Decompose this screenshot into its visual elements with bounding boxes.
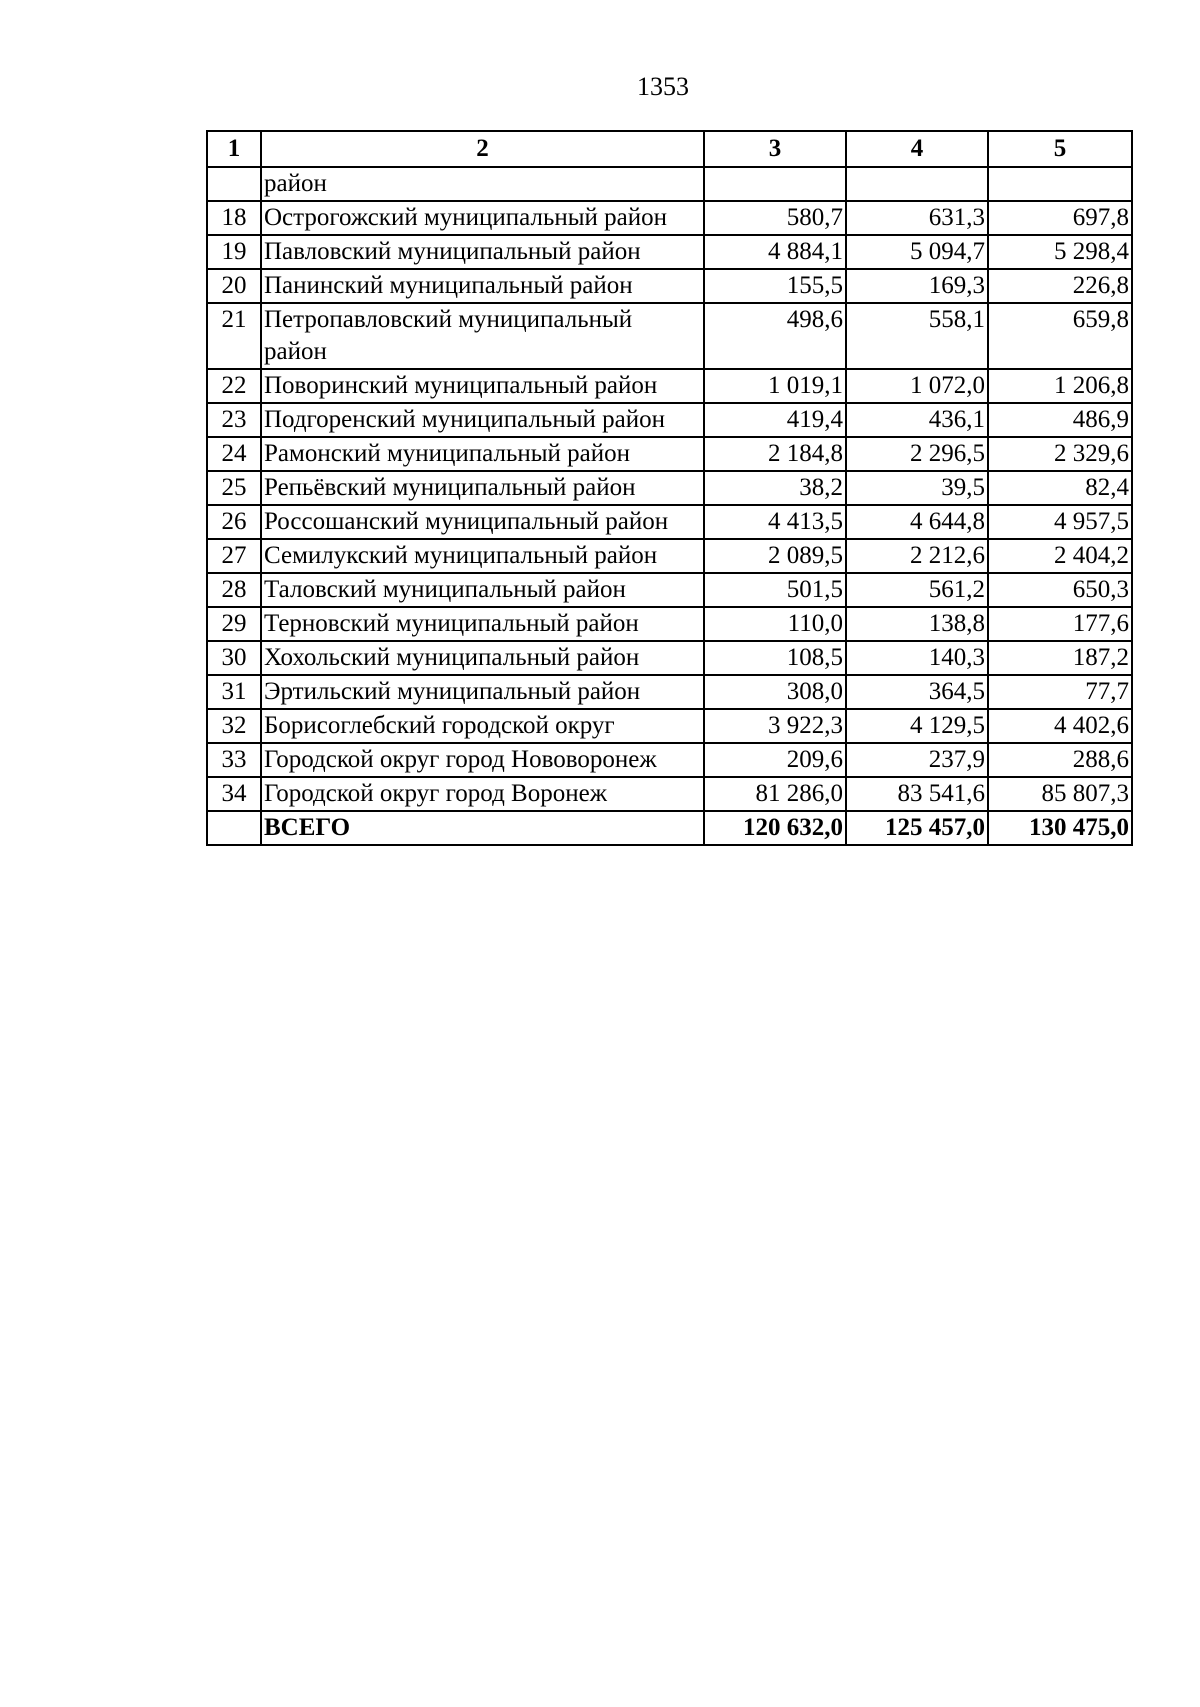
- row-col-3: 209,6: [704, 743, 846, 777]
- row-name: район: [261, 167, 704, 201]
- row-col-3: 501,5: [704, 573, 846, 607]
- row-name: Хохольский муниципальный район: [261, 641, 704, 675]
- row-col-3: 1 019,1: [704, 369, 846, 403]
- row-col-3: 108,5: [704, 641, 846, 675]
- table-row: [207, 641, 1132, 675]
- table-row: [207, 607, 1132, 641]
- row-col-5: 659,8: [988, 303, 1132, 369]
- row-col-4: 138,8: [846, 607, 988, 641]
- row-col-4: 631,3: [846, 201, 988, 235]
- row-index: [207, 167, 261, 201]
- row-index: 33: [207, 743, 261, 777]
- table-row: [207, 743, 1132, 777]
- row-col-5: 187,2: [988, 641, 1132, 675]
- row-col-3: 81 286,0: [704, 777, 846, 811]
- header-col-4: 4: [846, 131, 988, 167]
- row-col-3: 110,0: [704, 607, 846, 641]
- row-col-3: 155,5: [704, 269, 846, 303]
- table-row: [207, 167, 1132, 201]
- row-name: Россошанский муниципальный район: [261, 505, 704, 539]
- table-row: [207, 403, 1132, 437]
- row-col-5: 77,7: [988, 675, 1132, 709]
- row-name: Терновский муниципальный район: [261, 607, 704, 641]
- total-col-4: 125 457,0: [846, 811, 988, 845]
- row-index: 30: [207, 641, 261, 675]
- row-col-4: 169,3: [846, 269, 988, 303]
- row-name: Панинский муниципальный район: [261, 269, 704, 303]
- row-name: Эртильский муниципальный район: [261, 675, 704, 709]
- table-row: [207, 539, 1132, 573]
- row-index: 18: [207, 201, 261, 235]
- table-row: [207, 777, 1132, 811]
- row-col-5: 82,4: [988, 471, 1132, 505]
- row-col-4: 1 072,0: [846, 369, 988, 403]
- table-row: [207, 201, 1132, 235]
- row-col-5: 697,8: [988, 201, 1132, 235]
- row-col-3: 38,2: [704, 471, 846, 505]
- row-col-5: 177,6: [988, 607, 1132, 641]
- row-col-4: 237,9: [846, 743, 988, 777]
- row-index: 27: [207, 539, 261, 573]
- row-name: Городской округ город Нововоронеж: [261, 743, 704, 777]
- row-col-4: 364,5: [846, 675, 988, 709]
- total-index: [207, 811, 261, 845]
- row-col-4: 4 129,5: [846, 709, 988, 743]
- row-index: 24: [207, 437, 261, 471]
- row-name: Подгоренский муниципальный район: [261, 403, 704, 437]
- row-index: 26: [207, 505, 261, 539]
- row-col-5: 486,9: [988, 403, 1132, 437]
- table-row: [207, 505, 1132, 539]
- row-name: Борисоглебский городской округ: [261, 709, 704, 743]
- row-col-3: [704, 167, 846, 201]
- row-col-4: 39,5: [846, 471, 988, 505]
- row-col-3: 308,0: [704, 675, 846, 709]
- total-col-5: 130 475,0: [988, 811, 1132, 845]
- row-index: 25: [207, 471, 261, 505]
- row-index: 34: [207, 777, 261, 811]
- table-row: [207, 437, 1132, 471]
- row-name: Репьёвский муниципальный район: [261, 471, 704, 505]
- row-col-5: 226,8: [988, 269, 1132, 303]
- row-col-5: 2 404,2: [988, 539, 1132, 573]
- row-col-3: 3 922,3: [704, 709, 846, 743]
- row-index: 31: [207, 675, 261, 709]
- row-name: Острогожский муниципальный район: [261, 201, 704, 235]
- row-col-4: 83 541,6: [846, 777, 988, 811]
- row-col-3: 498,6: [704, 303, 846, 369]
- table-row: [207, 573, 1132, 607]
- table-row: [207, 675, 1132, 709]
- row-col-5: 4 402,6: [988, 709, 1132, 743]
- row-col-4: 2 296,5: [846, 437, 988, 471]
- row-index: 21: [207, 303, 261, 369]
- header-col-1: 1: [207, 131, 261, 167]
- row-index: 20: [207, 269, 261, 303]
- row-name: Поворинский муниципальный район: [261, 369, 704, 403]
- row-col-4: [846, 167, 988, 201]
- row-name: Таловский муниципальный район: [261, 573, 704, 607]
- row-col-4: 436,1: [846, 403, 988, 437]
- table-row: [207, 709, 1132, 743]
- row-name: Петропавловский муниципальный район: [261, 303, 704, 369]
- row-col-4: 4 644,8: [846, 505, 988, 539]
- row-col-5: 85 807,3: [988, 777, 1132, 811]
- header-col-2: 2: [261, 131, 704, 167]
- row-index: 23: [207, 403, 261, 437]
- table-row: [207, 303, 1132, 369]
- row-col-5: 4 957,5: [988, 505, 1132, 539]
- row-col-4: 561,2: [846, 573, 988, 607]
- row-index: 29: [207, 607, 261, 641]
- row-col-4: 5 094,7: [846, 235, 988, 269]
- row-col-5: 1 206,8: [988, 369, 1132, 403]
- row-col-5: 2 329,6: [988, 437, 1132, 471]
- row-col-3: 4 884,1: [704, 235, 846, 269]
- row-name: Городской округ город Воронеж: [261, 777, 704, 811]
- row-name: Павловский муниципальный район: [261, 235, 704, 269]
- table-row: [207, 369, 1132, 403]
- row-index: 28: [207, 573, 261, 607]
- row-col-3: 419,4: [704, 403, 846, 437]
- table-header: [207, 131, 1132, 167]
- row-col-5: [988, 167, 1132, 201]
- row-index: 32: [207, 709, 261, 743]
- row-col-3: 2 089,5: [704, 539, 846, 573]
- row-col-5: 5 298,4: [988, 235, 1132, 269]
- row-name: Семилукский муниципальный район: [261, 539, 704, 573]
- row-col-4: 2 212,6: [846, 539, 988, 573]
- row-col-4: 558,1: [846, 303, 988, 369]
- header-col-3: 3: [704, 131, 846, 167]
- row-col-3: 580,7: [704, 201, 846, 235]
- table-row: [207, 471, 1132, 505]
- table-row: [207, 269, 1132, 303]
- budget-table: [206, 130, 1133, 846]
- row-name: Рамонский муниципальный район: [261, 437, 704, 471]
- row-col-3: 2 184,8: [704, 437, 846, 471]
- total-row: [207, 811, 1132, 845]
- row-index: 19: [207, 235, 261, 269]
- row-col-3: 4 413,5: [704, 505, 846, 539]
- row-col-5: 288,6: [988, 743, 1132, 777]
- row-col-4: 140,3: [846, 641, 988, 675]
- row-index: 22: [207, 369, 261, 403]
- total-label: ВСЕГО: [261, 811, 704, 845]
- total-col-3: 120 632,0: [704, 811, 846, 845]
- table-row: [207, 235, 1132, 269]
- row-col-5: 650,3: [988, 573, 1132, 607]
- page-number: 1353: [637, 72, 689, 101]
- header-col-5: 5: [988, 131, 1132, 167]
- table-body: [207, 167, 1132, 811]
